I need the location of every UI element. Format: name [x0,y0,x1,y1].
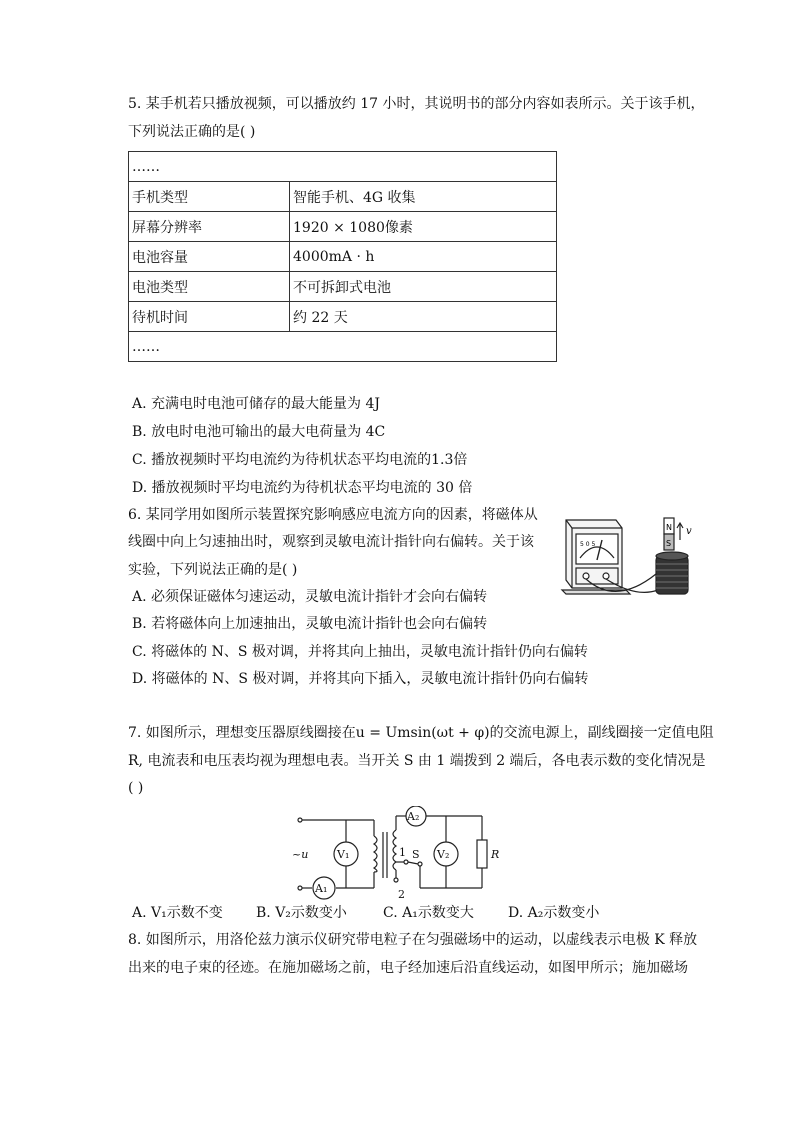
switch-label: S [412,848,420,861]
q6-option-b[interactable]: B. 若将磁体向上加速抽出，灵敏电流计指针也会向右偏转 [132,616,488,632]
q6-stem-line2: 线圈中向上匀速抽出时，观察到灵敏电流计指针向右偏转。关于该 [128,534,534,550]
table-ellipsis-bottom: …… [129,332,557,362]
q5-option-b[interactable]: B. 放电时电池可输出的最大电荷量为 4C [132,424,386,440]
table-row [129,332,557,362]
q5-option-c[interactable]: C. 播放视频时平均电流约为待机状态平均电流的1.3倍 [132,452,468,468]
table-row [129,212,557,242]
table-cell-key: 待机时间 [129,302,290,332]
q5-option-a[interactable]: A. 充满电时电池可储存的最大能量为 4J [132,396,380,412]
v1-label: V₁ [337,848,350,861]
q6-stem-line1: 6. 某同学用如图所示装置探究影响感应电流方向的因素，将磁体从 [128,507,538,523]
q5-spec-table [128,151,557,362]
q7-stem-line3: ( ) [128,780,144,796]
q6-apparatus-figure [556,510,704,598]
q6-option-d[interactable]: D. 将磁体的 N、S 极对调，并将其向下插入，灵敏电流计指针仍向右偏转 [132,671,589,687]
q7-option-c[interactable]: C. A₁示数变大 [383,905,474,921]
q8-stem-line1: 8. 如图所示，用洛伦兹力演示仪研究带电粒子在匀强磁场中的运动，以虚线表示电极 K 释放 [128,932,698,948]
table-row [129,182,557,212]
table-row [129,242,557,272]
table-row [129,302,557,332]
q7-option-b[interactable]: B. V₂示数变小 [256,905,347,921]
table-cell-key: 电池类型 [129,272,290,302]
table-cell-value: 1920 × 1080像素 [290,212,557,242]
a2-label: A₂ [407,810,420,823]
r-label: R [491,848,500,861]
table-row [129,272,557,302]
table-cell-value: 约 22 天 [290,302,557,332]
table-row [129,152,557,182]
q5-stem-line1: 5. 某手机若只播放视频，可以播放约 17 小时，其说明书的部分内容如表所示。关于该手机， [128,96,705,112]
table-cell-key: 手机类型 [129,182,290,212]
table-cell-key: 电池容量 [129,242,290,272]
q6-option-c[interactable]: C. 将磁体的 N、S 极对调，并将其向上抽出，灵敏电流计指针仍向右偏转 [132,644,588,660]
table-cell-value: 智能手机、4G 收集 [290,182,557,212]
magnet-s-label: S [666,539,672,548]
table-cell-value: 4000mA · h [290,242,557,272]
q7-stem-line2: R, 电流表和电压表均视为理想电表。当开关 S 由 1 端拨到 2 端后，各电表示数的变化情况是 [128,753,706,769]
q7-stem-line1: 7. 如图所示，理想变压器原线圈接在u = Umsin(ωt + φ)的交流电源上，副线圈接一定值电阻 [128,725,714,741]
velocity-label: v [686,526,692,537]
q5-stem-line2: 下列说法正确的是( ) [128,124,256,140]
a1-label: A₁ [315,882,328,895]
table-cell-value: 不可拆卸式电池 [290,272,557,302]
meter-scale-label: 5 0 5 [580,541,596,548]
q7-circuit-figure [288,806,508,902]
q7-option-d[interactable]: D. A₂示数变小 [508,905,600,921]
q7-option-a[interactable]: A. V₁示数不变 [132,905,223,921]
q5-option-d[interactable]: D. 播放视频时平均电流约为待机状态平均电流的 30 倍 [132,480,473,496]
q6-stem-line3: 实验，下列说法正确的是( ) [128,562,298,578]
magnet-n-label: N [666,523,672,532]
q6-option-a[interactable]: A. 必须保证磁体匀速运动，灵敏电流计指针才会向右偏转 [132,589,488,605]
q8-stem-line2: 出来的电子束的径迹。在施加磁场之前，电子经加速后沿直线运动，如图甲所示；施加磁场 [128,960,688,976]
v2-label: V₂ [437,848,450,861]
terminal-1-label: 1 [399,846,406,859]
source-label: ~u [292,848,309,861]
table-cell-key: 屏幕分辨率 [129,212,290,242]
terminal-2-label: 2 [398,888,405,901]
table-ellipsis-top: …… [129,152,557,182]
